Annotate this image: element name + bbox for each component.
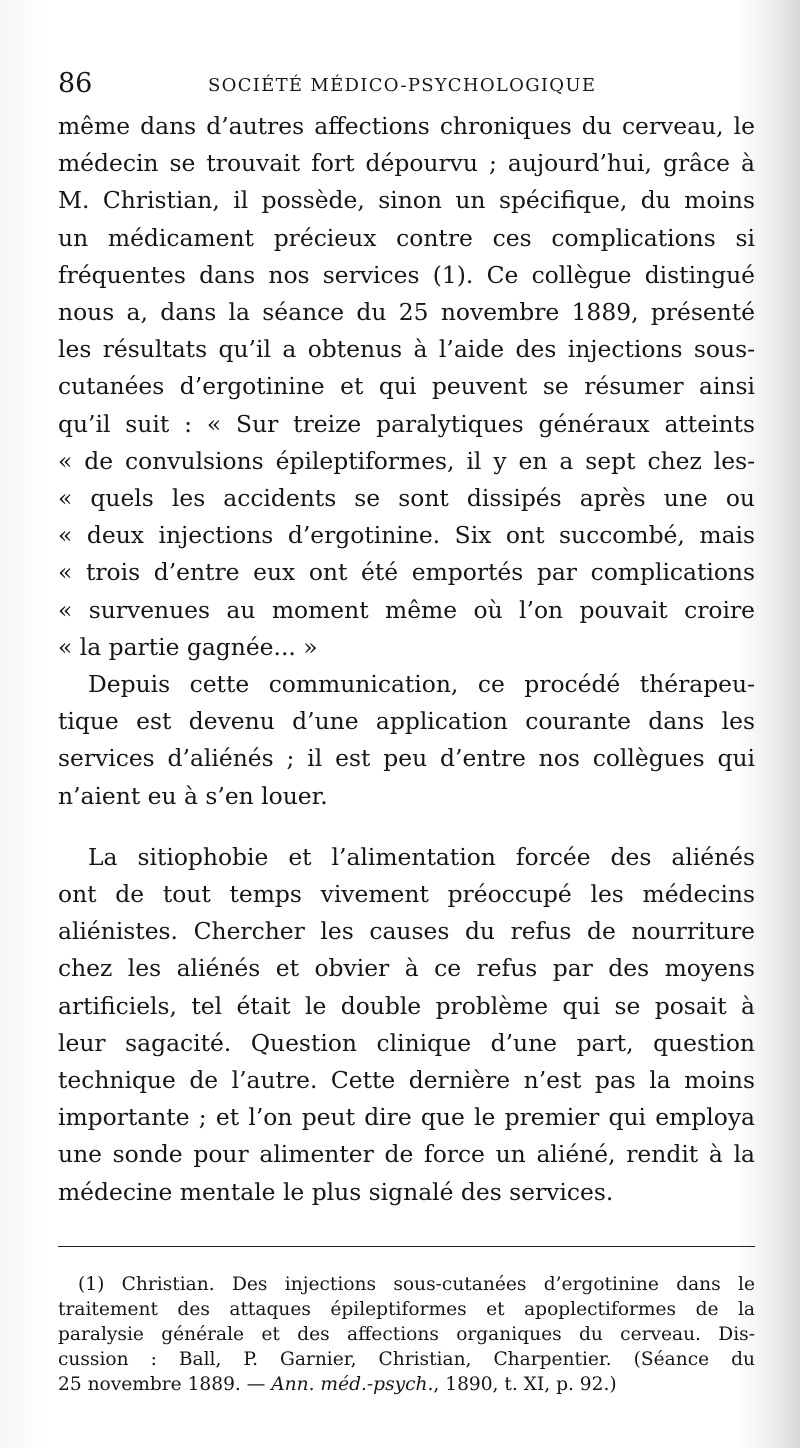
paragraph-3: [58, 839, 755, 1211]
footnote-line: traitement des attaques épileptiformes et apoplectiformes de la: [58, 1299, 755, 1320]
footnote: [58, 1272, 755, 1397]
page-header: [58, 62, 758, 102]
text-line: n’aient eu à s’en louer.: [58, 781, 328, 810]
paragraph-1: [58, 108, 755, 666]
text-line: un médicament précieux contre ces complications si: [58, 223, 755, 252]
text-line: nous a, dans la séance du 25 novembre 1889, présenté: [58, 298, 755, 327]
text-line: médecin se trouvait fort dépourvu ; aujourd’hui, grâce à: [58, 149, 755, 178]
footnote-citation: , 1890, t. XI, p. 92.): [433, 1374, 617, 1395]
running-head: SOCIÉTÉ MÉDICO-PSYCHOLOGIQUE: [208, 75, 597, 96]
text-line: importante ; et l’on peut dire que le premier qui employa: [58, 1103, 755, 1132]
paragraph-2: [58, 666, 755, 815]
text-line: « trois d’entre eux ont été emportés par complications: [58, 558, 755, 587]
text-line: qu’il suit : « Sur treize paralytiques généraux atteints: [58, 409, 755, 438]
paragraph-gap: [58, 815, 755, 839]
footnote-line: cussion : Ball, P. Garnier, Christian, Charpentier. (Séance du: [58, 1349, 755, 1370]
text-line: La sitiophobie et l’alimentation forcée des aliénés: [88, 842, 755, 871]
text-line: une sonde pour alimenter de force un aliéné, rendit à la: [58, 1140, 755, 1169]
text-line: « deux injections d’ergotinine. Six ont succombé, mais: [58, 521, 755, 550]
text-line: M. Christian, il possède, sinon un spécifique, du moins: [58, 186, 755, 215]
text-line: les résultats qu’il a obtenus à l’aide des injections sous-: [58, 335, 755, 364]
text-line: services d’aliénés ; il est peu d’entre nos collègues qui: [58, 744, 755, 773]
text-line: médecine mentale le plus signalé des services.: [58, 1177, 614, 1206]
text-line: artificiels, tel était le double problème qui se posait à: [58, 991, 755, 1020]
text-line: fréquentes dans nos services (1). Ce collègue distingué: [58, 260, 755, 289]
body-text: [58, 108, 755, 1211]
text-line: chez les aliénés et obvier à ce refus par des moyens: [58, 954, 755, 983]
footnote-date: 25 novembre 1889. —: [58, 1374, 272, 1395]
footnote-rule: [58, 1246, 755, 1247]
text-line: leur sagacité. Question clinique d’une part, question: [58, 1028, 755, 1057]
text-line: « de convulsions épileptiformes, il y en a sept chez les-: [58, 446, 755, 475]
journal-title: Ann. méd.-psych.: [271, 1374, 434, 1395]
text-line: ont de tout temps vivement préoccupé les médecins: [58, 880, 755, 909]
footnote-line: [58, 1372, 755, 1397]
footnote-line: (1) Christian. Des injections sous-cutanées d’ergotinine dans le: [78, 1274, 755, 1295]
text-line: même dans d’autres affections chroniques du cerveau, le: [58, 112, 755, 140]
text-line: aliénistes. Chercher les causes du refus de nourriture: [58, 917, 755, 946]
text-line: « quels les accidents se sont dissipés après une ou: [58, 484, 755, 513]
text-line: Depuis cette communication, ce procédé thérapeu-: [88, 670, 755, 699]
text-line: « la partie gagnée... »: [58, 632, 318, 661]
text-line: « survenues au moment même où l’on pouvait croire: [58, 595, 755, 624]
text-line: technique de l’autre. Cette dernière n’est pas la moins: [58, 1066, 755, 1095]
text-line: cutanées d’ergotinine et qui peuvent se résumer ainsi: [58, 372, 755, 401]
text-line: tique est devenu d’une application courante dans les: [58, 707, 755, 736]
footnote-line: paralysie générale et des affections organiques du cerveau. Dis-: [58, 1324, 755, 1345]
page-number: 86: [58, 68, 93, 99]
